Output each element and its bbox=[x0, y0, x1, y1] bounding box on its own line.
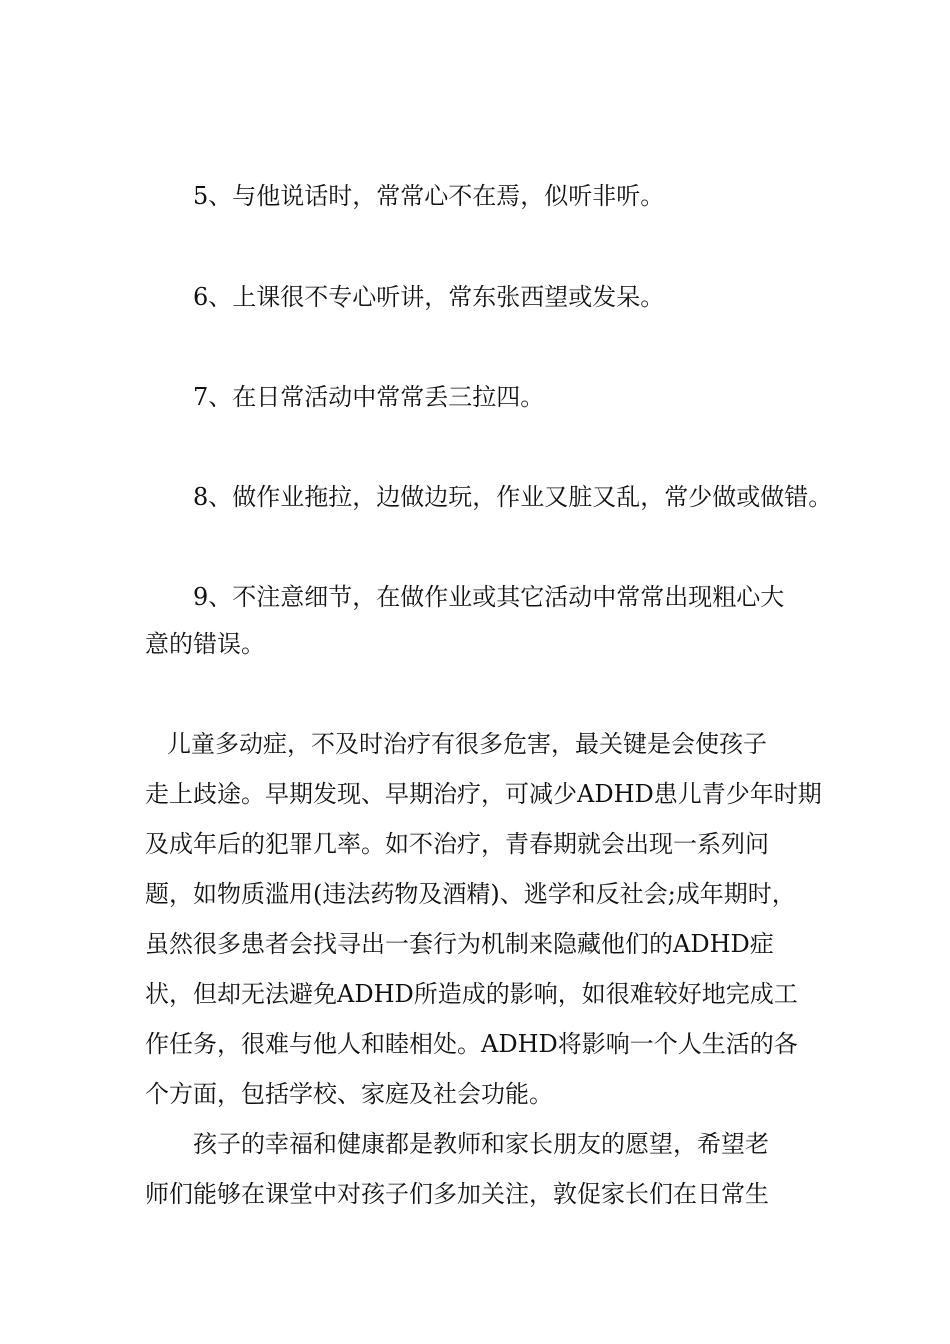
list-item-9-continuation: 意的错误。 bbox=[145, 630, 265, 658]
list-item-5: 5、与他说话时，常常心不在焉，似听非听。 bbox=[193, 182, 665, 210]
list-item-6: 6、上课很不专心听讲，常东张西望或发呆。 bbox=[193, 283, 665, 311]
paragraph-2-line-1: 孩子的幸福和健康都是教师和家长朋友的愿望，希望老 bbox=[193, 1130, 769, 1158]
paragraph-1-line-4: 题，如物质滥用(违法药物及酒精)、逃学和反社会;成年期时， bbox=[145, 880, 796, 908]
paragraph-1-line-8: 个方面，包括学校、家庭及社会功能。 bbox=[145, 1080, 553, 1108]
paragraph-1-line-6: 状，但却无法避免ADHD所造成的影响，如很难较好地完成工 bbox=[145, 980, 798, 1008]
list-item-8: 8、做作业拖拉，边做边玩，作业又脏又乱，常少做或做错。 bbox=[193, 483, 833, 511]
paragraph-1-line-1: 儿童多动症，不及时治疗有很多危害，最关键是会使孩子 bbox=[167, 730, 767, 758]
paragraph-2-line-2: 师们能够在课堂中对孩子们多加关注，敦促家长们在日常生 bbox=[145, 1180, 769, 1208]
paragraph-1-line-3: 及成年后的犯罪几率。如不治疗，青春期就会出现一系列问 bbox=[145, 830, 769, 858]
paragraph-1-line-7: 作任务，很难与他人和睦相处。ADHD将影响一个人生活的各 bbox=[145, 1030, 798, 1058]
list-item-7: 7、在日常活动中常常丢三拉四。 bbox=[193, 383, 545, 411]
list-item-9: 9、不注意细节，在做作业或其它活动中常常出现粗心大 bbox=[193, 583, 785, 611]
paragraph-1-line-2: 走上歧途。早期发现、早期治疗，可减少ADHD患儿青少年时期 bbox=[145, 780, 822, 808]
paragraph-1-line-5: 虽然很多患者会找寻出一套行为机制来隐藏他们的ADHD症 bbox=[145, 930, 774, 958]
